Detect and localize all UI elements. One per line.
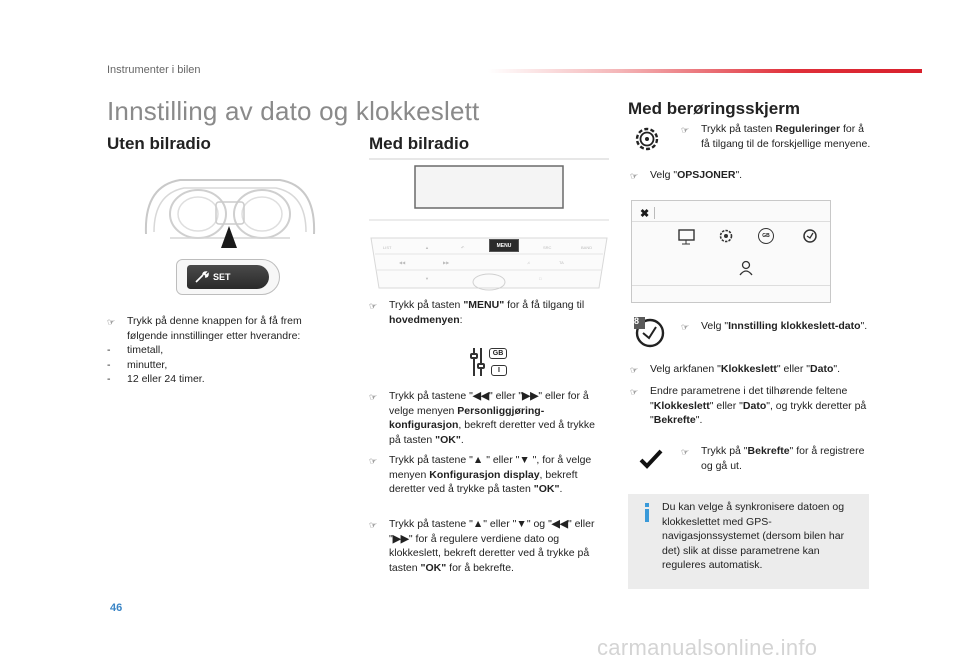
up-icon: ▲ [472, 518, 484, 530]
wrench-icon [195, 271, 209, 283]
forward-icon: ▶▶ [392, 532, 409, 545]
set-button-illustration [176, 259, 280, 295]
down-icon: ▼ [519, 454, 530, 466]
display-icon[interactable] [676, 227, 696, 245]
i-icon: I [491, 365, 507, 376]
col3-step1: ☞ Trykk på tasten Reguleringer for å få tilgang til de forskjellige menyene. [681, 123, 871, 150]
svg-text:BAND: BAND [581, 245, 593, 250]
touchscreen-menu-illustration [631, 200, 831, 303]
heading-med-bilradio: Med bilradio [369, 134, 470, 153]
arrow-bullet-icon: ☞ [107, 317, 116, 327]
watermark: carmanualsonline.info [597, 635, 818, 660]
heading-med-beroringsskjerm: Med berøringsskjerm [628, 99, 800, 118]
language-icon[interactable]: GB [758, 228, 774, 244]
col2-step3: ☞ Trykk på tastene "▲ " eller "▼ ", for å velge menyen Konfigurasjon display, bekreft deretter ved å trykke på tasten "OK". [369, 454, 592, 495]
svg-text:□: □ [539, 276, 542, 281]
col2-step2: ☞ Trykk på tastene "◀◀" eller "▶▶" eller for å velge menyen Personliggjøring-konfigurasjon, bekreft deretter ved å trykke på tasten "OK". [369, 390, 595, 446]
down-icon: ▼ [516, 518, 527, 530]
radio-illustration [369, 156, 609, 292]
col2-step1: ☞ Trykk på tasten "MENU" for å få tilgang til hovedmenyen: [369, 299, 585, 326]
menu-button[interactable]: MENU [489, 239, 519, 252]
header-accent-bar [488, 69, 922, 73]
list-item: timetall, [127, 344, 164, 356]
clock-icon[interactable] [802, 228, 818, 244]
arrow-bullet-icon: ☞ [681, 322, 690, 332]
arrow-bullet-icon: ☞ [369, 392, 378, 402]
badge-number: 8 [634, 316, 640, 326]
svg-text:▶▶: ▶▶ [443, 260, 450, 265]
arrow-bullet-icon: ☞ [630, 171, 639, 181]
set-button[interactable] [187, 265, 269, 289]
list-item: 12 eller 24 timer. [127, 373, 205, 385]
col1-step: ☞ Trykk på denne knappen for å få frem følgende innstillinger etter hverandre: - timetall, - minutter, - 12 eller 24 timer. [107, 315, 302, 385]
heading-uten-bilradio: Uten bilradio [107, 134, 211, 153]
arrow-bullet-icon: ☞ [630, 387, 639, 397]
user-profile-icon[interactable] [736, 259, 754, 277]
col2-step4: ☞ Trykk på tastene "▲" eller "▼" og "◀◀" eller "▶▶" for å regulere verdiene dato og klokkeslett, bekreft deretter ved å trykke på tasten "OK" for å bekrefte. [369, 518, 595, 574]
col3-step5: ☞ Endre parametrene i det tilhørende feltene "Klokkeslett" eller "Dato", og trykk deretter på "Bekrefte". [630, 385, 867, 426]
arrow-bullet-icon: ☞ [369, 456, 378, 466]
arrow-bullet-icon: ☞ [681, 447, 690, 457]
svg-text:↶: ↶ [461, 245, 465, 250]
arrow-up-icon [221, 226, 237, 248]
settings-gear-icon[interactable] [718, 228, 734, 244]
close-icon[interactable]: ✖ [640, 208, 650, 220]
set-label: SET [213, 272, 231, 282]
section-label: Instrumenter i bilen [107, 64, 201, 76]
rewind-icon: ◀◀ [551, 518, 568, 530]
svg-text:SRC: SRC [543, 245, 552, 250]
arrow-bullet-icon: ☞ [369, 301, 378, 311]
gear-icon [632, 124, 662, 154]
arrow-bullet-icon: ☞ [630, 365, 639, 375]
svg-text:♫: ♫ [527, 260, 530, 265]
checkmark-icon [639, 449, 663, 469]
up-icon: ▲ [472, 454, 484, 466]
info-icon [642, 503, 652, 523]
list-item: minutter, [127, 358, 168, 371]
svg-text:LIST: LIST [383, 245, 392, 250]
col3-step6: ☞ Trykk på "Bekrefte" for å registrere og gå ut. [681, 445, 865, 472]
svg-text:▲: ▲ [425, 245, 429, 250]
svg-text:TA: TA [559, 260, 564, 265]
gb-icon: GB [489, 348, 507, 359]
svg-text:▼: ▼ [425, 276, 429, 281]
info-text: Du kan velge å synkronisere datoen og klokkeslettet med GPS-navigasjonssystemet (dersom bilen har det) slik at disse parametrene kan reguleres automatisk. [662, 501, 845, 571]
col3-step3: ☞ Velg "Innstilling klokkeslett-dato". [681, 319, 871, 335]
col3-step2: ☞ Velg "OPSJONER". [630, 168, 870, 184]
page-title: Innstilling av dato og klokkeslett [107, 96, 480, 126]
svg-text:◀◀: ◀◀ [399, 260, 406, 265]
col3-step4: ☞ Velg arkfanen "Klokkeslett" eller "Dato". [630, 362, 870, 378]
rewind-icon: ◀◀ [472, 390, 490, 402]
forward-icon: ▶▶ [522, 390, 539, 402]
arrow-bullet-icon: ☞ [369, 520, 378, 530]
arrow-bullet-icon: ☞ [681, 125, 690, 135]
page-number: 46 [110, 602, 123, 614]
